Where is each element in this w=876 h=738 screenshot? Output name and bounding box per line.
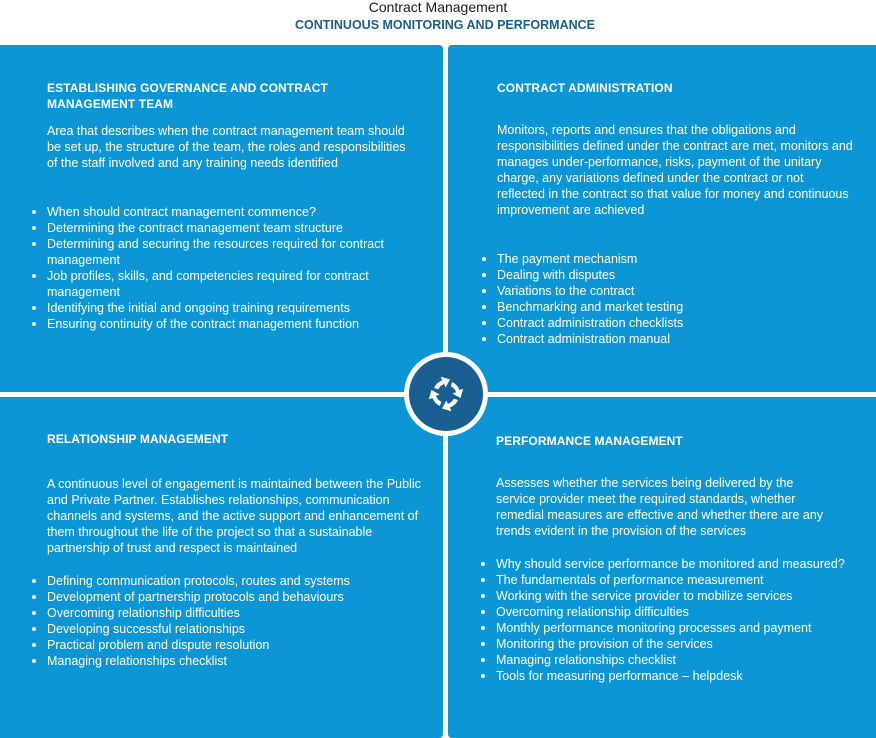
governance-panel [0, 45, 443, 392]
list-item: Determining and securing the resources required for contract management [47, 236, 432, 268]
list-item: Development of partnership protocols and behaviours [47, 589, 432, 605]
governance-list [47, 204, 432, 332]
page-title: Contract Management [368, 0, 508, 15]
performance-heading: PERFORMANCE MANAGEMENT [496, 434, 683, 448]
list-item: Ensuring continuity of the contract management function [47, 316, 432, 332]
list-item: Managing relationships checklist [496, 652, 868, 668]
list-item: The fundamentals of performance measurement [496, 572, 868, 588]
administration-panel [448, 45, 876, 392]
list-item: Monitoring the provision of the services [496, 636, 868, 652]
page-subtitle: CONTINUOUS MONITORING AND PERFORMANCE [295, 18, 595, 32]
cycle-arrows-icon [404, 352, 488, 436]
governance-heading [47, 80, 427, 112]
performance-list [496, 556, 868, 684]
list-item: Dealing with disputes [497, 267, 867, 283]
list-item: Defining communication protocols, routes and systems [47, 573, 432, 589]
governance-heading-line1: ESTABLISHING GOVERNANCE AND CONTRACT [47, 81, 328, 95]
list-item: Tools for measuring performance – helpdesk [496, 668, 868, 684]
list-item: Monthly performance monitoring processes and payment [496, 620, 868, 636]
relationship-panel [0, 397, 443, 738]
list-item: Why should service performance be monitored and measured? [496, 556, 868, 572]
list-item: Contract administration checklists [497, 315, 867, 331]
governance-heading-line2: MANAGEMENT TEAM [47, 97, 174, 111]
relationship-description: A continuous level of engagement is maintained between the Public and Private Partner. Establishes relationships, communication channels and systems, and the active support and enhancement of them throughout the life of the project so that a sustainable partnership of trust and respect is maintained [47, 477, 421, 555]
relationship-heading: RELATIONSHIP MANAGEMENT [47, 432, 229, 446]
list-item: Managing relationships checklist [47, 653, 432, 669]
administration-description: Monitors, reports and ensures that the obligations and responsibilities defined under the contract are met, monitors and manages under-performance, risks, payment of the unitary charge, any variations defined under the contract or not reflected in the contract so that value for money and continuous improvement are achieved [497, 123, 853, 217]
list-item: Identifying the initial and ongoing training requirements [47, 300, 432, 316]
performance-panel [448, 397, 876, 738]
list-item: Overcoming relationship difficulties [496, 604, 868, 620]
list-item: When should contract management commence? [47, 204, 432, 220]
administration-heading: CONTRACT ADMINISTRATION [497, 81, 673, 95]
list-item: Contract administration manual [497, 331, 867, 347]
center-hub [404, 352, 488, 436]
performance-description: Assesses whether the services being delivered by the service provider meet the required standards, whether remedial measures are effective and whether there are any trends evident in the provision of the services [496, 476, 824, 538]
list-item: Job profiles, skills, and competencies required for contract management [47, 268, 432, 300]
relationship-list [47, 573, 432, 669]
list-item: Benchmarking and market testing [497, 299, 867, 315]
list-item: Determining the contract management team structure [47, 220, 432, 236]
list-item: Practical problem and dispute resolution [47, 637, 432, 653]
governance-description: Area that describes when the contract management team should be set up, the structure of the team, the roles and responsibilities of the staff involved and any training needs identified [47, 124, 406, 170]
list-item: Developing successful relationships [47, 621, 432, 637]
list-item: Overcoming relationship difficulties [47, 605, 432, 621]
administration-list [497, 251, 867, 347]
list-item: Variations to the contract [497, 283, 867, 299]
list-item: Working with the service provider to mobilize services [496, 588, 868, 604]
list-item: The payment mechanism [497, 251, 867, 267]
